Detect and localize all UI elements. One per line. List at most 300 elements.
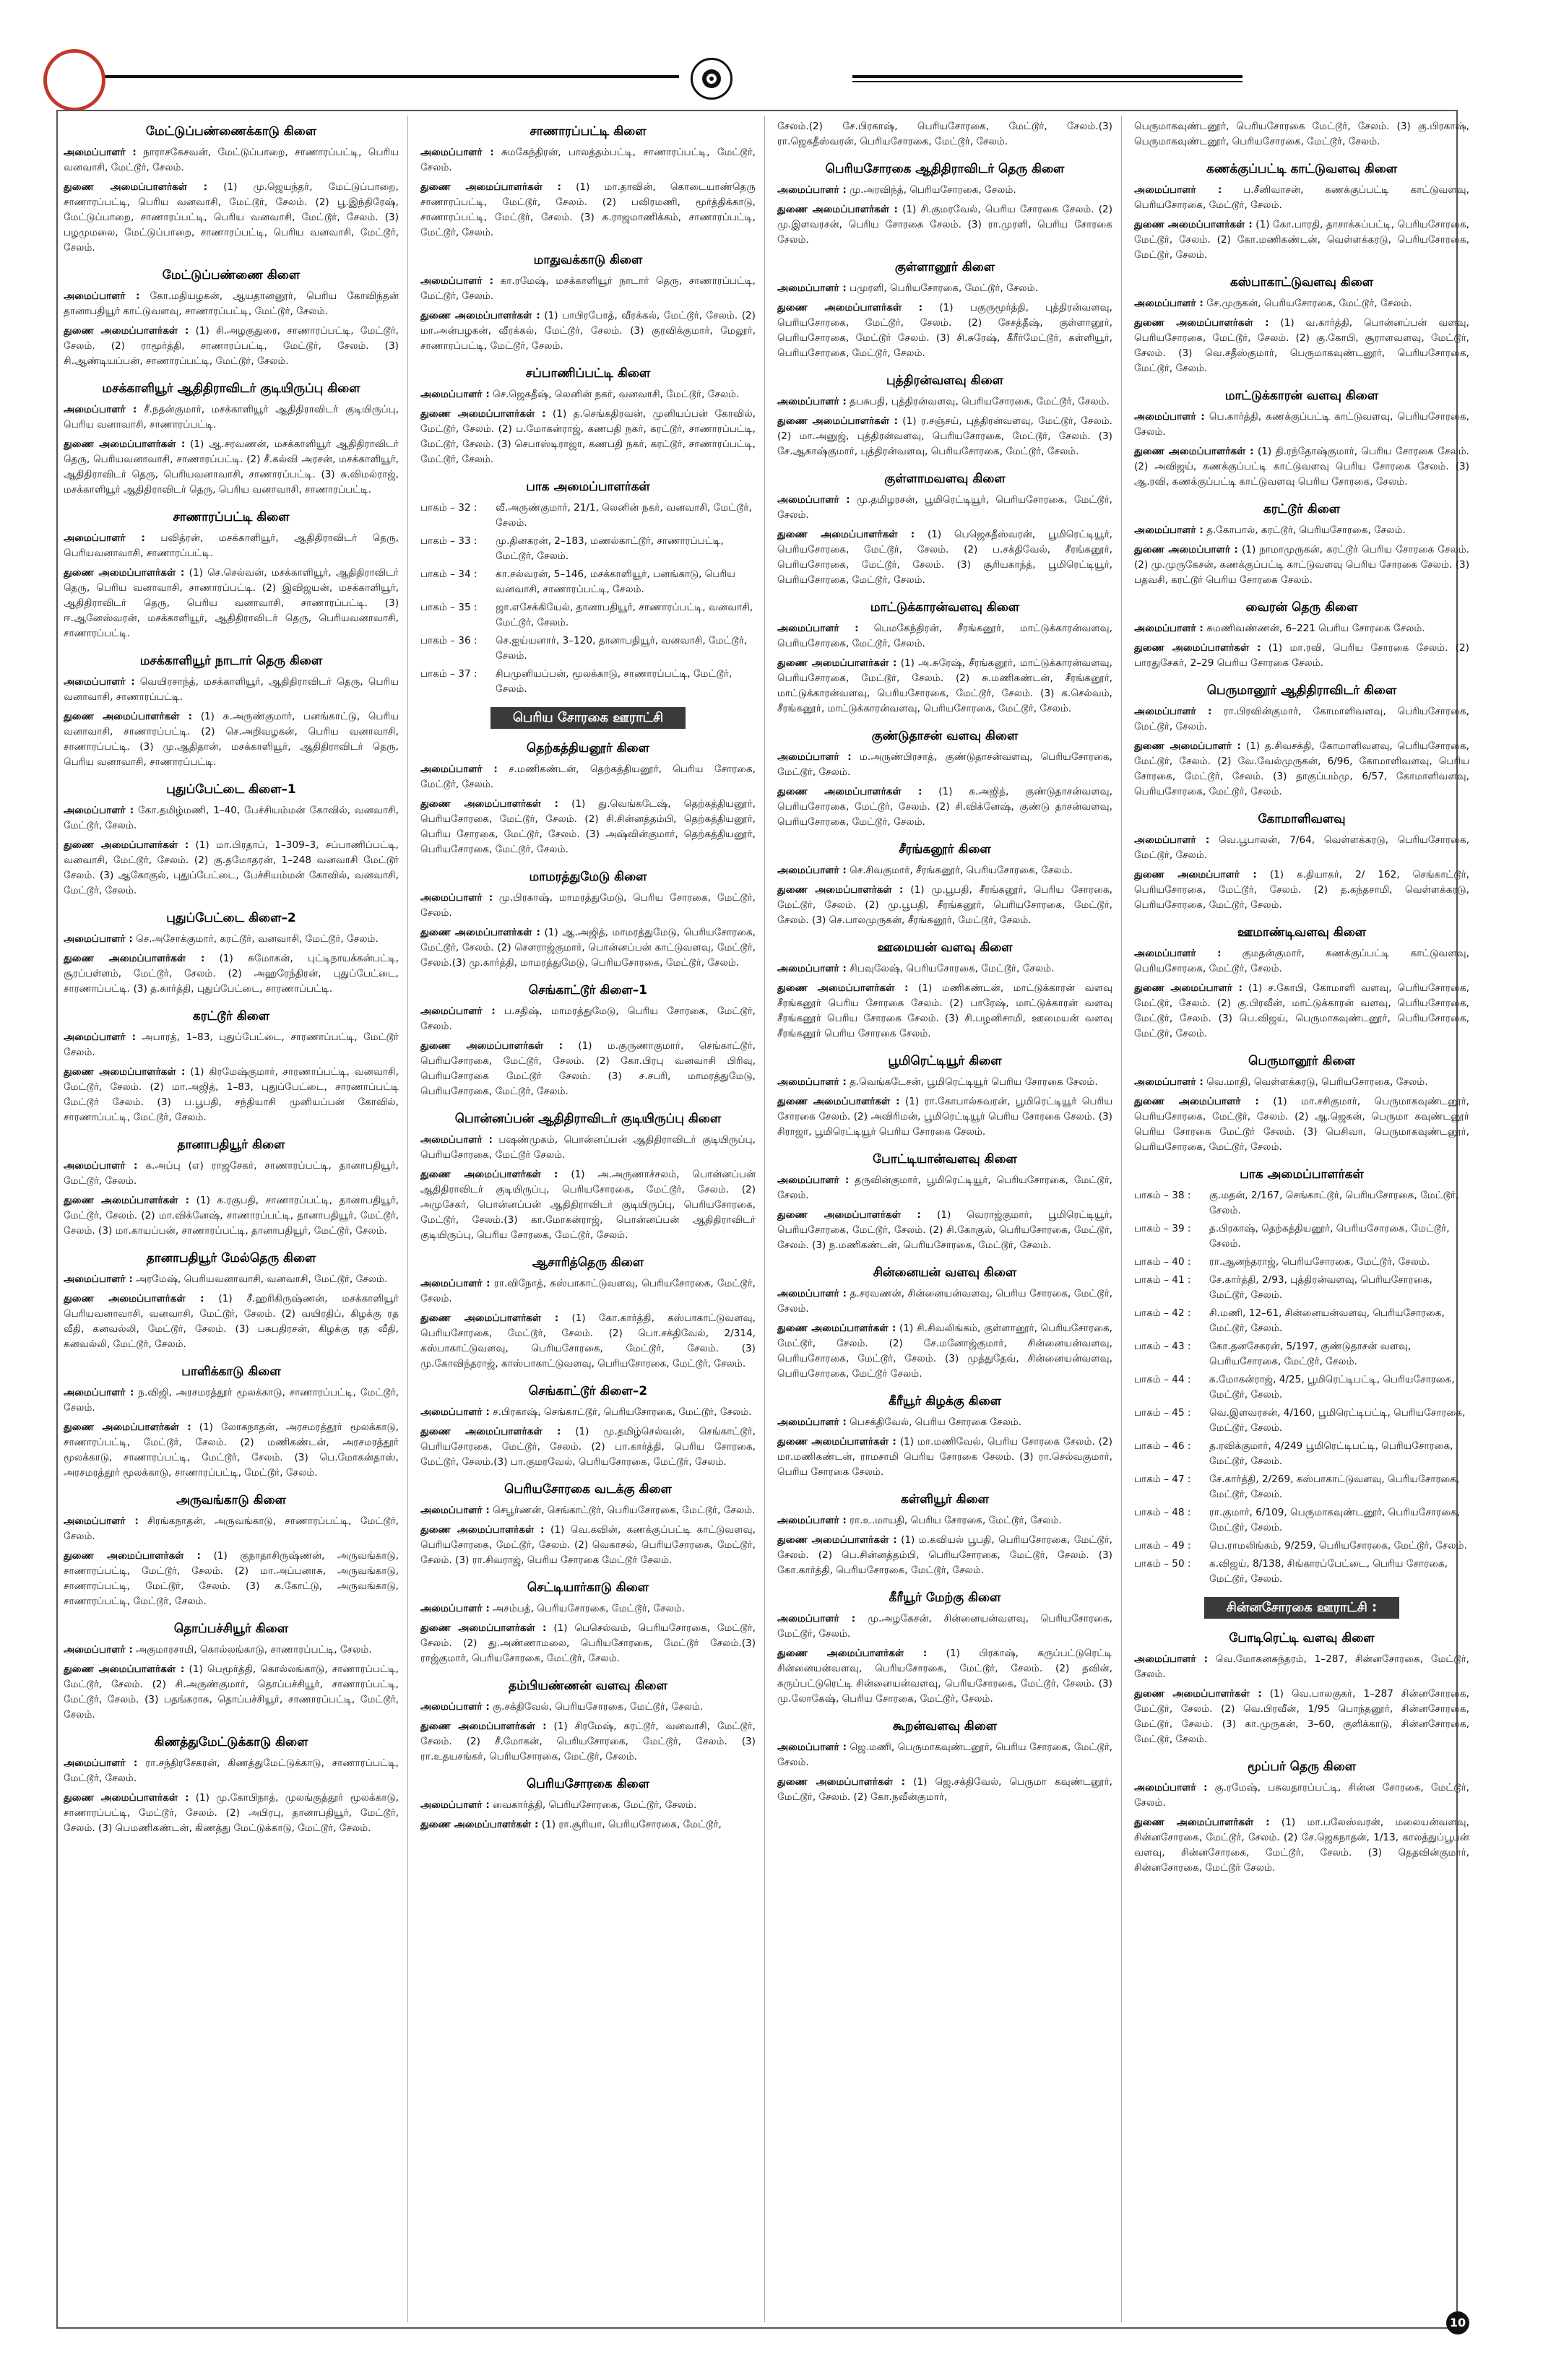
column-3	[777, 119, 1112, 2315]
member-paragraph	[420, 797, 756, 857]
member-paragraph	[420, 1601, 756, 1617]
member-details: (1) அ.சுரேஷ், சீரங்கனூர், மாட்டுக்காரன்வளவு, பெரியசோரகை, மேட்டூர், சேலம். (2) சு.மணிகண்டன், சீரங்கனூர், மாட்டுக்காரன்வளவு, பெரியசோரகை, மேட்டூர், சேலம். (3) க.செல்வம், சீரங்கனூர், மாட்டுக்காரன்வளவு, பெரியசோரகை, மேட்டூர், சேலம்.	[777, 657, 1112, 714]
member-details: (1) தி.ரந்தோஷ்குமார், பெரிய சோரகை சேலம். (2) அவிஜய், கணக்குப்பட்டி காட்டுவளவு பெரிய சோரகை சேலம். (3) ஆ.ரவி, கணக்குப்பட்டி காட்டுவளவு பெரிய சோரகை, சேலம்.	[1134, 446, 1469, 488]
member-paragraph	[64, 1291, 399, 1352]
branch-heading: மாட்டுக்காரன் வளவு கிளை	[1224, 389, 1379, 403]
member-paragraph	[1134, 1815, 1469, 1876]
role-label: அமைப்பாளர் :	[420, 1603, 490, 1614]
member-paragraph	[777, 1740, 1112, 1770]
member-details: ப.சீனிவாசன், கணக்குப்பட்டி காட்டுவளவு, பெரியசோரகை, மேட்டூர், சேலம்.	[1134, 184, 1469, 211]
page-number: 10	[1446, 2311, 1469, 2334]
member-details: பஷண்முகம், பொன்னப்பன் ஆதிதிராவிடர் குடியிருப்பு, பெரியசோரகை, மேட்டூர் சேலம்.	[420, 1134, 756, 1161]
member-details: (1) மு.தமிழ்செல்வன், செங்காட்டூர், பெரியசோரகை, மேட்டூர், சேலம். (2) பா.கார்த்தி, பெரிய சோரகை, மேட்டூர், சேலம்.(3) பா.குமரவேல், பெரியசோரகை, மேட்டூர், சேலம்.	[420, 1426, 756, 1468]
member-details: செ.சிவகுமார், சீரங்கனூர், பெரியசோரகை, சேலம்.	[850, 865, 1073, 876]
member-paragraph	[777, 981, 1112, 1042]
member-paragraph	[777, 883, 1112, 928]
role-label: துணை அமைப்பாளர் :	[1134, 982, 1242, 994]
member-paragraph	[777, 863, 1112, 878]
branch-section	[64, 1249, 399, 1352]
member-paragraph	[1134, 444, 1469, 490]
branch-section	[420, 867, 756, 971]
member-details: (1) மா.பலேஸ்வரன், மலையன்வளவு, சின்னசோரகை, மேட்டூர், சேலம். (2) சே.ஜெகநாதன், 1/13, காலத்துப்பூபன் வளவு, சின்னசோரகை, மேட்டூர், சேலம். (3) தெதவின்குமார், சின்னசோரகை, மேட்டூர் சேலம்.	[1134, 1817, 1469, 1874]
member-paragraph	[777, 621, 1112, 652]
role-label: அமைப்பாளர் :	[1134, 524, 1203, 536]
role-label: அமைப்பாளர் :	[777, 1174, 850, 1186]
member-details: (1) மா.சசிகுமார், பெருமாகவுண்டனூர், பெரியசோரகை, மேட்டூர், சேலம். (2) ஆ.ஜெகன், பெருமா கவுண்டனூர் பெரிய சோரகை மேட்டூர் சேலம். (3) பெசிவா, பெருமாகவுண்டனூர், பெரியசோரகை, மேட்டூர், சேலம்.	[1134, 1096, 1469, 1153]
member-paragraph	[64, 951, 399, 997]
member-details: தருவின்குமார், பூமிரெட்டியூர், பெரியசோரகை, மேட்டூர், சேலம்.	[777, 1174, 1112, 1201]
member-paragraph	[777, 1775, 1112, 1805]
member-details: கோ.தமிழ்மணி, 1–40, பேச்சியம்மன் கோவில், வனவாசி, மேட்டூர், சேலம்.	[64, 805, 399, 831]
ward-number: பாகம் – 37 :	[420, 668, 477, 680]
branch-heading: கீரீயூர் கிழக்கு கிளை	[888, 1394, 1002, 1408]
branch-heading: தொப்பச்சியூர் கிளை	[173, 1622, 289, 1636]
role-label: அமைப்பாளர் :	[64, 1644, 133, 1656]
member-details: மு.அழகேசன், சின்னையன்வளவு, பெரியசோரகை, மேட்டூர், சேலம்.	[777, 1613, 1112, 1640]
branch-section	[1134, 500, 1469, 588]
role-label: துணை அமைப்பாளர்கள் :	[64, 1293, 204, 1304]
ward-number: பாகம் – 41 :	[1134, 1274, 1191, 1286]
branch-section	[64, 508, 399, 641]
branch-heading: குள்ளாமவளவு கிளை	[884, 472, 1006, 486]
branch-section	[420, 1109, 756, 1243]
member-paragraph	[1134, 183, 1469, 213]
member-paragraph	[420, 1039, 756, 1099]
ward-row	[1134, 1472, 1469, 1502]
branch-heading: மசக்காளியூர் நாடார் தெரு கிளை	[139, 654, 323, 668]
member-details: வைகார்த்தி, பெரியசோரகை, மேட்டூர், சேலம்.	[493, 1799, 697, 1811]
member-details: (1) லோகநாதன், அரசமரத்தூர் மூலக்காடு, சாணாரப்பட்டி, மேட்டூர், சேலம். (2) மணிகண்டன், அரசமரத்தூர் மூலக்காடு, சாணாரப்பட்டி, மேட்டூர், சேலம். (3) பெ.மோகன்தாஸ், அரசமரத்தூர் மூலக்காடு, சாணாரப்பட்டி, மேட்டூர், சேலம்.	[64, 1421, 399, 1479]
branch-heading: குள்ளானூர் கிளை	[894, 260, 995, 274]
role-label: துணை அமைப்பாளர்கள் :	[64, 1663, 185, 1675]
member-details: (1) கோ.பாரதி, தாசாக்கப்பட்டி, பெரியசோரகை, மேட்டூர், சேலம். (2) கோ.மணிகண்டன், வெள்ளக்கரடு, பெரியசோரகை, மேட்டூர், சேலம்.	[1134, 219, 1469, 261]
member-details: ரா.விநோத், கஸ்பாகாட்டுவளவு, பெரியசோரகை, மேட்டூர், சேலம்.	[420, 1278, 756, 1304]
ward-row	[420, 667, 756, 697]
role-label: அமைப்பாளர் :	[777, 1741, 847, 1753]
branch-heading: தெற்கத்தியனூர் கிளை	[527, 741, 649, 756]
member-details: (1) ரா.கோபால்சுவரன், பூமிரெட்டியூர் பெரிய சோரகை சேலம். (2) அவிரிமன், பூமிரெட்டியூர் பெரிய சோரகை சேலம். (3) சிராஜா, பூமிரெட்டியூர் பெரிய சோரகை சேலம்.	[777, 1096, 1112, 1138]
branch-section	[420, 1775, 756, 1832]
member-paragraph	[777, 656, 1112, 717]
member-details: (1) மு.கோபிநாத், முலங்குத்தூர் மூலக்காடு, சாணாரப்பட்டி, மேட்டூர், சேலம். (2) அபிரபு, தானாபதியூர், மேட்டூர், சேலம். (3) பெமணிகண்டன், கிணத்து மேட்டுக்காடு, மேட்டூர், சேலம்.	[64, 1792, 399, 1834]
member-details: (1) க.தியாகர், 2/ 162, செங்காட்டூர், பெரியசோரகை, மேட்டூர், சேலம். (2) த.கந்தசாமி, வெள்ளக்கரடு, பெரியசோரகை, மேட்டூர், சேலம்.	[1134, 869, 1469, 911]
ward-row	[1134, 1255, 1469, 1270]
member-paragraph	[1134, 621, 1469, 636]
role-label: துணை அமைப்பாளர்கள் :	[1134, 642, 1261, 654]
ward-organizer: பெ.ராமலிங்கம், 9/259, பெரியசோரகை, மேட்டூர், சேலம்.	[1209, 1540, 1467, 1552]
member-paragraph	[777, 527, 1112, 588]
branch-section	[64, 122, 399, 256]
member-paragraph	[420, 1276, 756, 1307]
role-label: அமைப்பாளர் :	[64, 1515, 139, 1527]
branch-heading: சப்பாணிப்பட்டி கிளை	[525, 366, 651, 381]
branch-heading: பாக அமைப்பாளர்கள்	[1240, 1167, 1364, 1182]
member-paragraph	[64, 1385, 399, 1416]
member-details: (1) கோ.கார்த்தி, கஸ்பாகாட்டுவளவு, பெரியசோரகை, மேட்டூர், சேலம். (2) பொ.சக்திவேல், 2/314, கஸ்பாகாட்டுவளவு, பெரியசோரகை, மேட்டூர், சேலம். (3) மு.கோவிந்தராஜ், காஸ்பாகாட்டுவளவு, பெரியசோரகை, மேட்டூர், சேலம்.	[420, 1312, 756, 1369]
member-paragraph	[420, 387, 756, 402]
branch-section	[420, 122, 756, 241]
member-paragraph	[1134, 1094, 1469, 1155]
member-paragraph	[1134, 119, 1469, 150]
ward-row	[1134, 1539, 1469, 1554]
member-details: (1) ஆ.அஜித், மாமரத்துமேடு, பெரியசோரகை, மேட்டூர், சேலம். (2) சௌராஜ்குமார், பொன்னப்பன் காட்டுவளவு, மேட்டூர், சேலம்.(3) மு.கார்த்தி, மாமரத்துமேடு, பெரியசோரகை, மேட்டூர், சேலம்.	[420, 927, 756, 969]
role-label: துணை அமைப்பாளர்கள் :	[64, 711, 193, 722]
member-details: (1) பெசெல்வம், பெரியசோரகை, மேட்டூர், சேலம். (2) து.அண்ணாமலை, பெரியசோரகை, மேட்டூர் சேலம்.(3) ராஜ்குமார், பெரியசோரகை, மேட்டூர், சேலம்.	[420, 1622, 756, 1664]
member-details: (1) க.ரகுபதி, சாணாரப்பட்டி, தானாபதியூர், மேட்டூர், சேலம். (2) மா.விக்னேஷ், சாணாரப்பட்டி, தானாபதியூர், மேட்டூர், சேலம். (3) மா.காயப்பன், சாணாரப்பட்டி, தானாபதியூர், மேட்டூர், சேலம்.	[64, 1195, 399, 1237]
branch-heading: கோமாளிவளவு	[1258, 812, 1346, 826]
member-paragraph	[777, 183, 1112, 198]
member-details: மு.அரவிந்த், பெரியசோரகை, சேலம்.	[850, 184, 1016, 196]
role-label: துணை அமைப்பாளர்கள் :	[64, 839, 189, 851]
ward-organizer: க.மோகன்ராஜ், 4/25, பூமிரெட்டிபட்டி, பெரியசோரகை, மேட்டூர், சேலம்.	[1209, 1374, 1455, 1401]
member-details: ரா.பிரவின்குமார், கோமாளிவளவு, பெரியசோரகை, மேட்டூர், சேலம்.	[1134, 706, 1469, 732]
ward-row	[420, 600, 756, 631]
role-label: துணை அமைப்பாளர்கள் :	[64, 438, 186, 450]
member-details: (1) மா.ரவி, பெரிய சோரகை சேலம். (2) பாரதுசேகர், 2–29 பெரிய சோரகை சேலம்.	[1134, 642, 1469, 669]
branch-section	[1134, 273, 1469, 376]
role-label: துணை அமைப்பாளர்கள் :	[1134, 1688, 1262, 1700]
role-label: துணை அமைப்பாளர்கள் :	[420, 181, 561, 193]
member-details: செ.அசோக்குமார், கரட்டூர், வனவாசி, மேட்டூர், சேலம்.	[136, 933, 379, 945]
member-paragraph	[1134, 981, 1469, 1042]
role-label: துணை அமைப்பாளர்கள் :	[64, 325, 189, 337]
member-paragraph	[420, 1311, 756, 1372]
ward-row	[420, 567, 756, 597]
branch-section	[420, 251, 756, 354]
role-label: துணை அமைப்பாளர்கள் :	[777, 1209, 921, 1221]
member-paragraph	[420, 180, 756, 241]
ward-number: பாகம் – 32 :	[420, 502, 477, 514]
role-label: அமைப்பாளர் :	[420, 389, 490, 400]
member-paragraph	[1134, 641, 1469, 671]
branch-section	[777, 1490, 1112, 1578]
ward-number: பாகம் – 46 :	[1134, 1440, 1191, 1452]
header-rule-left	[94, 75, 679, 78]
branch-heading: கரட்டூர் கிளை	[192, 1009, 270, 1024]
member-details: (1) பெமூர்த்தி, கொல்லங்காடு, சாணாரப்பட்டி, மேட்டூர், சேலம். (2) சி.அருண்குமார், தொப்பச்சியூர், சாணாரப்பட்டி, மேட்டூர், சேலம். (3) பதங்கராசு, தொப்பச்சியூர், சாணாரப்பட்டி, மேட்டூர், சேலம்.	[64, 1663, 399, 1721]
ward-organizer: கு.மதன், 2/167, செங்காட்டூர், பெரியசோரகை, மேட்டூர், சேலம்.	[1209, 1190, 1459, 1216]
ward-number: பாகம் – 36 :	[420, 635, 477, 646]
member-paragraph	[64, 1514, 399, 1544]
member-paragraph	[777, 750, 1112, 780]
role-label: துணை அமைப்பாளர்கள் :	[420, 1721, 547, 1732]
role-label: துணை அமைப்பாளர்கள் :	[420, 408, 546, 420]
branch-heading: ஊமையன் வளவு கிளை	[877, 940, 1013, 955]
branch-heading: பாக அமைப்பாளர்கள்	[526, 480, 650, 494]
role-label: துணை அமைப்பாளர்கள் :	[777, 415, 899, 427]
branch-section	[777, 119, 1112, 150]
member-details: ஜெ.மணி, பெருமாகவுண்டனூர், பெரிய சோரகை, மேட்டூர், சேலம்.	[777, 1741, 1112, 1768]
ward-organizer: சே.கார்த்தி, 2/269, கஸ்பாகாட்டுவளவு, பெரியசோரகை, மேட்டூர், சேலம்.	[1209, 1474, 1460, 1500]
member-details: (1) பகுருமூர்த்தி, புத்திரன்வளவு, பெரியசோரகை, மேட்டூர், சேலம். (2) சேசத்தீஷ், குள்ளானூர், பெரியசோரகை, மேட்டூர் சேலம். (3) சி.சுரேஷ், கீரீர்மேட்டூர், கள்ளியூர், பெரியசோரகை, மேட்டூர், சேலம்.	[777, 302, 1112, 359]
role-label: அமைப்பாளர் :	[777, 751, 852, 763]
member-details: சிபவுலேஷ், பெரியசோரகை, மேட்டூர், சேலம்.	[850, 963, 1055, 974]
role-label: துணை அமைப்பாளர் :	[1134, 1096, 1259, 1107]
member-details: கா.ரமேஷ், மசக்காளியூர் நாடார் தெரு, சாணாரப்பட்டி, மேட்டூர், சேலம்.	[420, 275, 756, 302]
role-label: துணை அமைப்பாளர்கள் :	[64, 1792, 189, 1804]
member-details: (1) த.செங்கதிரவன், முனியப்பன் கோவில், மேட்டூர், சேலம். (2) ப.மோகன்ராஜ், கணபதி நகர், கரட்டூர், சாணாரப்பட்டி, மேட்டூர், சேலம். (3) செபாஸ்டிராஜா, கணபதி நகர், கரட்டூர், சாணாரப்பட்டி, மேட்டூர், சேலம்.	[420, 408, 756, 465]
member-details: (1) வ.கார்த்தி, பொன்னப்பன் வளவு, பெரியசோரகை, மேட்டூர், சேலம். (2) கு.கோபி, சூராளவளவு, மேட்டூர், சேலம். (3) வெ.சதீஸ்குமார், பெருமாகவுண்டனூர், பெரியசோரகை, மேட்டூர், சேலம்.	[1134, 317, 1469, 374]
member-paragraph	[64, 1643, 399, 1658]
member-details: (1) ரா.சூரியா, பெரியசோரகை, மேட்டூர்,	[541, 1819, 722, 1830]
member-paragraph	[1134, 833, 1469, 863]
member-paragraph	[64, 803, 399, 834]
role-label: அமைப்பாளர் :	[1134, 1076, 1203, 1088]
role-label: அமைப்பாளர் :	[777, 865, 847, 876]
role-label: துணை அமைப்பாளர்கள் :	[420, 1312, 559, 1324]
branch-section	[64, 379, 399, 498]
member-details: பெமகேந்திரன், சீரங்கனூர், மாட்டுக்காரன்வளவு, பெரியசோரகை, மேட்டூர், சேலம்.	[777, 623, 1112, 649]
branch-heading: பெருமானூர் ஆதிதிராவிடர் கிளை	[1206, 683, 1397, 698]
branch-heading: கணக்குப்பட்டி காட்டுவளவு கிளை	[1206, 162, 1398, 176]
member-details: (1) மணிகண்டன், மாட்டுக்காரன் வளவு சீரங்கனூர் பெரிய சோரகை சேலம். (2) பாரேஷ், மாட்டுக்காரன் வளவு சீரங்கனூர் பெரிய சோரகை சேலம். (3) சி.பழனிசாமி, ஊமையன் வளவு சீரங்கனூர் பெரிய சோரகை சேலம்.	[777, 982, 1112, 1039]
member-details: வெயிரசாந்த், மசக்காளியூர், ஆதிதிராவிடர் தெரு, பெரிய வனாவாசி, சாணாரப்பட்டி.	[64, 676, 399, 703]
role-label: துணை அமைப்பாளர்கள் :	[777, 529, 915, 540]
role-label: அமைப்பாளர் :	[64, 805, 134, 816]
ward-organizer: கா.சல்வரன், 5–146, மசக்காளியூர், பனங்காடு, பெரிய வனவாசி, சாணாரப்பட்டி, சேலம்.	[496, 568, 735, 595]
member-paragraph	[420, 1798, 756, 1813]
column-divider	[1121, 116, 1122, 2322]
member-details: (1) மா.தாவின், கொடையாண்தெரு சாணாரப்பட்டி, மேட்டூர், சேலம். (2) பவிரமணி, மூர்த்திக்காடு, சாணாரப்பட்டி, மேட்டூர், சேலம். (3) க.ராஜமாணிக்கம், சாணாரப்பட்டி, மேட்டூர், சேலம்.	[420, 181, 756, 238]
branch-section	[1134, 160, 1469, 263]
role-label: அமைப்பாளர் :	[1134, 298, 1203, 309]
member-details: அரமேஷ், பெரியவனாவாசி, வனவாசி, மேட்டூர், சேலம்.	[136, 1273, 388, 1285]
role-label: அமைப்பாளர் :	[1134, 834, 1210, 846]
branch-section	[64, 1733, 399, 1836]
member-paragraph	[1134, 867, 1469, 913]
branch-section	[1134, 681, 1469, 800]
branch-heading: சின்னையன் வளவு கிளை	[873, 1265, 1017, 1280]
member-details: சுமணிவண்ணன், 6–221 பெரிய சோரகை சேலம்.	[1206, 623, 1425, 634]
role-label: அமைப்பாளர் :	[420, 1406, 490, 1418]
member-paragraph	[420, 1004, 756, 1034]
role-label: அமைப்பாளர் :	[420, 1278, 490, 1289]
ward-organizer: சே.கார்த்தி, 2/93, புத்திரன்வளவு, பெரியசோரகை, மேட்டூர், சேலம்.	[1209, 1274, 1432, 1301]
ward-organizer: ரா.ஆனந்தராஜ், பெரியசோரகை, மேட்டூர், சேலம்.	[1209, 1256, 1430, 1268]
member-details: ம.அருண்பிரசாத், குண்டுதாசன்வளவு, பெரியசோரகை, மேட்டூர், சேலம்.	[777, 751, 1112, 778]
role-label: துணை அமைப்பாளர்கள் :	[777, 786, 922, 797]
member-paragraph	[64, 180, 399, 256]
role-label: துணை அமைப்பாளர்கள் :	[64, 1421, 191, 1433]
branch-heading: செங்காட்டூர் கிளை–2	[528, 1384, 648, 1398]
branch-heading: புதுப்பேட்டை கிளை–2	[166, 911, 296, 925]
column-divider	[764, 116, 765, 2322]
member-paragraph	[64, 838, 399, 899]
branch-heading: பாளிக்காடு கிளை	[181, 1364, 281, 1379]
panchayat-banner: சின்னசோரகை ஊராட்சி :	[1204, 1597, 1399, 1619]
ward-row	[420, 534, 756, 564]
member-paragraph	[420, 1523, 756, 1568]
ward-number: பாகம் – 50 :	[1134, 1558, 1191, 1570]
member-paragraph	[64, 324, 399, 369]
role-label: அமைப்பாளர் :	[1134, 1653, 1209, 1665]
member-details: பமுரளி, பெரியசோரகை, மேட்டூர், சேலம்.	[850, 282, 1038, 294]
branch-heading: கள்ளியூர் கிளை	[900, 1492, 989, 1507]
branch-heading: குண்டுதாசன் வளவு கிளை	[871, 729, 1019, 743]
role-label: துணை அமைப்பாளர்கள் :	[777, 1648, 928, 1659]
branch-heading: பெரியசோரகை வடக்கு கிளை	[504, 1482, 672, 1497]
member-paragraph	[64, 1159, 399, 1189]
branch-section	[777, 1052, 1112, 1140]
member-details: மு.பிரகாஷ், மாமரத்துமேடு, பெரிய சோரகை, மேட்டூர், சேலம்.	[420, 892, 756, 919]
role-label: துணை அமைப்பாளர்கள் :	[420, 1426, 561, 1437]
role-label: அமைப்பாளர் :	[777, 623, 859, 634]
member-details: (1) செ.செல்வன், மசக்காளியூர், ஆதிதிராவிடர் தெரு, பெரிய வனாவாசி, சாணாரப்பட்டி. (2) இவிஜயன், மசக்காளியூர், ஆதிதிராவிடர் தெரு, பெரிய வனாவாசி, சாணாரப்பட்டி. (3) ஈ.ஆனேஸ்வரன், மசக்காளியூர், ஆதிதிராவிடர் தெரு, பெரியவனாவாசி, சாணாரப்பட்டி.	[64, 567, 399, 639]
member-paragraph	[1134, 217, 1469, 263]
ward-row	[420, 633, 756, 664]
member-paragraph	[64, 1662, 399, 1723]
member-paragraph	[777, 784, 1112, 830]
column-4	[1134, 119, 1469, 2315]
branch-section	[777, 160, 1112, 248]
member-paragraph	[1134, 1652, 1469, 1682]
logo-glyph-icon	[699, 66, 724, 91]
role-label: துணை அமைப்பாளர்கள் :	[777, 884, 904, 896]
member-details: செபூர்ணன், செங்காட்டூர், பெரியசோரகை, மேட்டூர், சேலம்.	[493, 1505, 756, 1516]
ward-organizer: த.ரவிக்குமார், 4/249 பூமிரெட்டிபட்டி, பெரியசோரகை, மேட்டூர், சேலம்.	[1209, 1440, 1453, 1467]
ward-row	[1134, 1406, 1469, 1436]
branch-section	[1134, 1165, 1469, 1587]
role-label: துணை அமைப்பாளர்கள் :	[777, 1776, 906, 1788]
member-details: (1) து.வெங்கடேஷ், தெற்கத்தியனூர், பெரியசோரகை, மேட்டூர், சேலம். (2) சி.சின்னத்தம்பி, தெற்கத்தியனூர், பெரிய சோரகை, மேட்டூர், சேலம். (3) அஷ்வின்குமார், தெற்கத்தியனூர், பெரியசோரகை, மேட்டூர், சேலம்.	[420, 798, 756, 855]
member-details: நாராசகேசவன், மேட்டுப்பாறை, சாணாரப்பட்டி, பெரிய வனவாசி, மேட்டூர், சேலம்.	[64, 147, 399, 173]
role-label: துணை அமைப்பாளர்கள் :	[420, 798, 558, 810]
branch-heading: தானாபதியூர் கிளை	[177, 1138, 285, 1152]
member-details: வெ.மோகனசுந்தரம், 1–287, சின்னசோரகை, மேட்டூர், சேலம்.	[1134, 1653, 1469, 1680]
branch-section	[1134, 923, 1469, 1042]
member-paragraph	[420, 145, 756, 176]
member-details: (1) சி.அழகுதுரை, சாணாரப்பட்டி, மேட்டூர், சேலம். (2) ராமூர்த்தி, சாணாரப்பட்டி, மேட்டூர், சேலம். (3) சி.ஆண்டியப்பன், சாணாரப்பட்டி, மேட்டூர், சேலம்.	[64, 325, 399, 367]
ward-number: பாகம் – 43 :	[1134, 1341, 1191, 1352]
role-label: துணை அமைப்பாளர்கள் :	[1134, 446, 1254, 457]
party-logo-icon	[691, 58, 732, 100]
member-details: (1) மா.மணிவேல், பெரிய சோரகை சேலம். (2) மா.மணிகண்டன், ராமசாமி பெரிய சோரகை சேலம். (3) ரா.செல்வகுமார், பெரிய சோரகை சேலம்.	[777, 1436, 1112, 1478]
member-paragraph	[64, 566, 399, 641]
role-label: அமைப்பாளர் :	[777, 1416, 847, 1428]
branch-section	[420, 981, 756, 1099]
member-paragraph	[777, 202, 1112, 248]
ward-number: பாகம் – 45 :	[1134, 1407, 1191, 1419]
branch-section	[420, 364, 756, 467]
member-details: சீ.நதன்குமார், மசக்காளியூர் ஆதிதிராவிடர் குடியிருப்பு, பெரிய வனாவாசி, சாணாரப்பட்டி.	[64, 404, 399, 430]
member-paragraph	[777, 1286, 1112, 1317]
role-label: துணை அமைப்பாளர்கள் :	[777, 657, 897, 669]
role-label: அமைப்பாளர் :	[420, 1799, 490, 1811]
member-paragraph	[777, 1533, 1112, 1578]
ward-row	[420, 501, 756, 531]
branch-section	[64, 1135, 399, 1239]
member-details: (1) சி.சிவலிங்கம், குள்ளானூர், பெரியசோரகை, மேட்டூர், சேலம். (2) சே.மனோஜ்குமார், சின்னையன்வளவு, பெரியசோரகை, மேட்டூர், சேலம். (3) முத்துதேவ், சின்னையன்வளவு, பெரியசோரகை, மேட்டூர் சேலம்.	[777, 1323, 1112, 1380]
member-details: (1) நாமாமுருகன், கரட்டூர் பெரிய சோரகை சேலம். (2) மு.முருகேசன், கணக்குப்பட்டி காட்டுவளவு பெரிய சோரகை சேலம். (3) பதவசி, கரட்டூர் பெரிய சோரகை சேலம்.	[1134, 544, 1469, 586]
member-details: (1) வெ.பாலகுகர், 1–287 சின்னசோரகை, மேட்டூர், சேலம். (2) வெ.பிரவீன், 1/95 பொந்தனூர், சின்னசோரகை, மேட்டூர், சேலம். (3) கா.முருகன், 3–60, குளிக்காடு, சின்னசோரகை, மேட்டூர், சேலம்.	[1134, 1688, 1469, 1745]
role-label: துணை அமைப்பாளர்கள் :	[64, 567, 185, 579]
role-label: அமைப்பாளர் :	[777, 1613, 856, 1624]
role-label: அமைப்பாளர் :	[64, 1387, 134, 1398]
member-details: (1) மு.ஜெயந்தர், மேட்டுப்பாறை, சாணாரப்பட்டி, பெரிய வனவாசி, மேட்டூர், சேலம். (2) பூ.இந்திரேஷ், மேட்டுப்பாறை, சாணாரப்பட்டி, பெரிய வனவாசி, மேட்டூர், சேலம். (3) பழமுமலை, மேட்டுப்பாறை, சாணாரப்பட்டி, பெரிய வனவாசி, மேட்டூர், சேலம்.	[64, 181, 399, 254]
ward-number: பாகம் – 38 :	[1134, 1190, 1191, 1201]
member-paragraph	[64, 1791, 399, 1836]
member-details: ச.மணிகண்டன், தெற்கத்தியனூர், பெரிய சோரகை, மேட்டூர், சேலம்.	[420, 763, 756, 790]
ward-number: பாகம் – 33 :	[420, 535, 477, 547]
branch-heading: சாணாரப்பட்டி கிளை	[173, 510, 290, 524]
ward-row	[1134, 1505, 1469, 1536]
ward-row	[1134, 1339, 1469, 1369]
member-paragraph	[64, 1030, 399, 1060]
branch-heading: சீரங்கனூர் கிளை	[899, 842, 991, 857]
ward-row	[1134, 1557, 1469, 1587]
branch-heading: ஊமாண்டிவளவு கிளை	[1237, 925, 1367, 940]
member-paragraph	[1134, 946, 1469, 977]
branch-heading: போடிரெட்டி வளவு கிளை	[1229, 1631, 1375, 1645]
role-label: அமைப்பாளர் :	[1134, 623, 1203, 634]
member-details: பெ.கார்த்தி, கணக்குப்பட்டி காட்டுவளவு, பெரியசோரகை, சேலம்.	[1134, 411, 1469, 438]
member-paragraph	[777, 414, 1112, 459]
member-paragraph	[420, 1503, 756, 1518]
member-paragraph	[777, 1321, 1112, 1382]
branch-section	[1134, 1052, 1469, 1155]
header-rule-right	[852, 75, 1242, 78]
member-paragraph	[777, 961, 1112, 977]
role-label: துணை அமைப்பாளர்கள் :	[777, 1436, 896, 1448]
member-paragraph	[777, 281, 1112, 296]
branch-section	[1134, 598, 1469, 671]
member-paragraph	[777, 300, 1112, 361]
member-paragraph	[64, 437, 399, 498]
branch-section	[420, 1382, 756, 1470]
branch-section	[777, 938, 1112, 1042]
member-paragraph	[420, 1700, 756, 1715]
member-details: (1) ம.குருணாகுமார், செங்காட்டூர், பெரியசோரகை, மேட்டூர், சேலம். (2) கோ.பிரபு வனவாசி பிரிவு, பெரியசோரகை மேட்டூர் சேலம். (3) ச.சபரி, மாமரத்துமேடு, பெரியசோரகை, மேட்டூர், சேலம்.	[420, 1040, 756, 1097]
role-label: துணை அமைப்பாளர்கள் :	[420, 1040, 563, 1052]
role-label: அமைப்பாளர் :	[64, 290, 140, 302]
role-label: அமைப்பாளர் :	[1134, 1782, 1208, 1793]
ward-row	[1134, 1273, 1469, 1303]
role-label: துணை அமைப்பாளர்கள் :	[420, 1169, 558, 1180]
role-label: துணை அமைப்பாளர்கள் :	[420, 310, 540, 321]
member-details: (1) ச.கோபி, கோமாளி வளவு, பெரியசோரகை, மேட்டூர், சேலம். (2) கு.பிரவீன், மாட்டுக்காரன் வளவு, பெரியசோரகை, மேட்டூர், சேலம். (3) பெ.விஜய், பெருமாகவுண்டனூர், பெரியசோரகை, மேட்டூர், சேலம்.	[1134, 982, 1469, 1039]
branch-section	[64, 652, 399, 770]
branch-section	[777, 258, 1112, 361]
ward-organizer: கோ.தனசேகரன், 5/197, குண்டுதாசன் வளவு, பெரியசோரகை, மேட்டூர், சேலம்.	[1209, 1341, 1412, 1367]
member-paragraph	[1134, 410, 1469, 440]
role-label: அமைப்பாளர் :	[64, 1273, 133, 1285]
branch-section	[777, 1588, 1112, 1707]
member-paragraph	[777, 1075, 1112, 1090]
member-paragraph	[64, 289, 399, 319]
ward-organizer: ஜா.எசேக்கியேல், தானாபதியூர், சாணாரப்பட்டி, வனவாசி, மேட்டூர், சேலம்.	[496, 602, 753, 628]
branch-heading: மாமரத்துமேடு கிளை	[529, 870, 647, 884]
ward-organizer: மு.தினகரன், 2–183, மணல்காட்டூர், சாணாரப்பட்டி, மேட்டூர், சேலம்.	[496, 535, 724, 562]
ward-organizer: த.பிரகாஷ், தெற்கத்தியனூர், பெரியசோரகை, மேட்டூர், சேலம்.	[1209, 1223, 1450, 1250]
branch-section	[777, 840, 1112, 928]
member-details: ரா.சந்திரசேகரன், கிணத்துமேட்டுக்காடு, சாணாரப்பட்டி, மேட்டூர், சேலம்.	[64, 1757, 399, 1784]
member-details: (1) மு.பூபதி, சீரங்கனூர், பெரிய சோரகை, மேட்டூர், சேலம். (2) மு.பூபதி, சீரங்கனூர், பெரியசோரகை, மேட்டூர், சேலம். (3) செ.பாலமுருகன், சீரங்கனூர், மேட்டூர், சேலம்.	[777, 884, 1112, 926]
branch-section	[420, 1480, 756, 1568]
ward-organizer: செ.ஐய்யனார், 3–120, தானாபதியூர், வனவாசி, மேட்டூர், சேலம்.	[496, 635, 748, 662]
branch-heading: மூப்பர் தெரு கிளை	[1247, 1760, 1357, 1774]
role-label: துணை அமைப்பாளர்கள் :	[64, 1066, 186, 1078]
role-label: துணை அமைப்பாளர்கள் :	[64, 1550, 201, 1562]
member-details: தபசுபதி, புத்திரன்வளவு, பெரியசோரகை, மேட்டூர், சேலம்.	[850, 396, 1110, 407]
member-details: (1) ம.கவியல் பூபதி, பெரியசோரகை, மேட்டூர், சேலம். (2) பெ.சின்னத்தம்பி, பெரியசோரகை, மேட்டூர், சேலம். (3) கோ.கார்த்தி, பெரியசோரகை, மேட்டூர், சேலம்.	[777, 1534, 1112, 1576]
role-label: அமைப்பாளர் :	[420, 892, 493, 904]
ward-number: பாகம் – 40 :	[1134, 1256, 1191, 1268]
member-details: வெ.பூபாலன், 7/64, வெள்ளக்கரடு, பெரியசோரகை, மேட்டூர், சேலம்.	[1134, 834, 1469, 861]
role-label: அமைப்பாளர் :	[777, 1288, 847, 1299]
role-label: துணை அமைப்பாளர்கள் :	[777, 204, 898, 215]
branch-section	[1134, 1597, 1469, 1619]
branch-heading: கரட்டூர் கிளை	[1263, 502, 1341, 516]
